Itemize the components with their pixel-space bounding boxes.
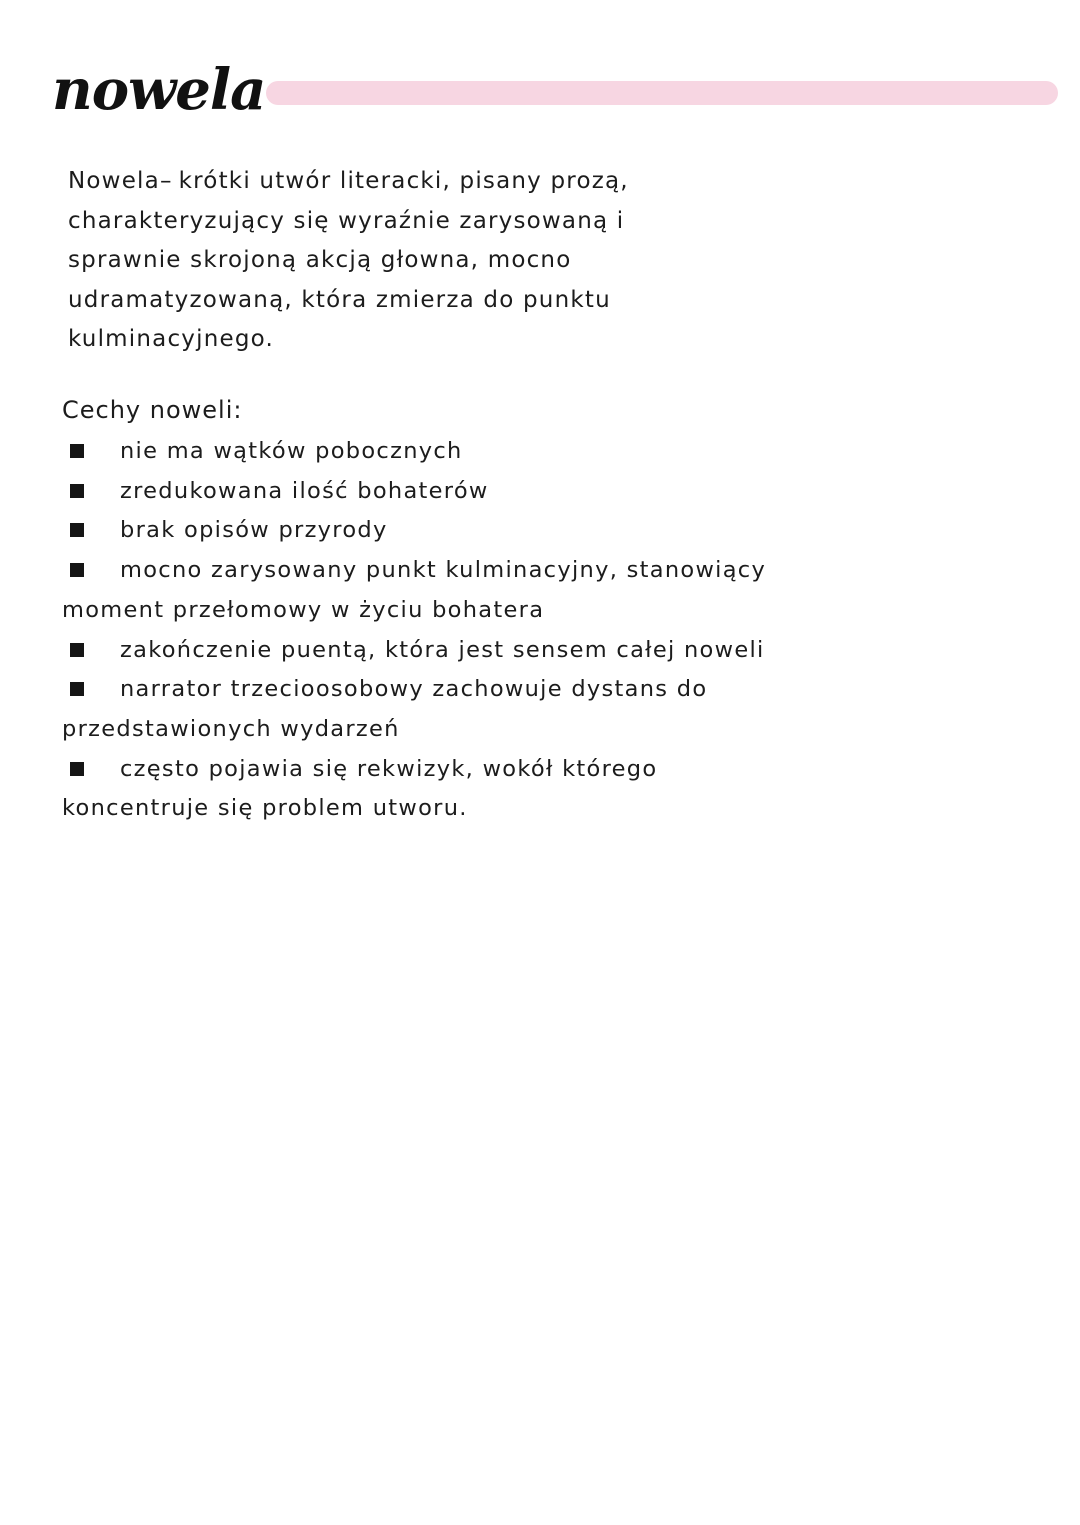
square-bullet-icon (70, 523, 84, 537)
list-item (62, 551, 802, 630)
definition-term: Nowela (68, 168, 160, 194)
list-item-text: zredukowana ilość bohaterów (120, 477, 489, 504)
list-item (62, 670, 802, 749)
list-item (62, 432, 802, 472)
square-bullet-icon (70, 444, 84, 458)
title-row (52, 58, 1062, 128)
square-bullet-icon (70, 682, 84, 696)
definition-line-5: kulminacyjnego. (68, 326, 274, 352)
list-item-text: zakończenie puentą, która jest sensem całej noweli (120, 636, 765, 663)
definition-separator: – (159, 168, 173, 194)
list-item-text: brak opisów przyrody (120, 517, 388, 544)
features-heading: Cechy noweli: (62, 396, 243, 424)
list-item-text: narrator trzecioosobowy zachowuje dystans do przedstawionych wydarzeń (62, 676, 708, 742)
square-bullet-icon (70, 484, 84, 498)
definition-line-1: krótki utwór literacki, pisany prozą, (178, 168, 629, 194)
list-item (62, 631, 802, 671)
features-heading-wrap (62, 392, 242, 428)
square-bullet-icon (70, 762, 84, 776)
list-item (62, 472, 802, 512)
list-item-text: nie ma wątków pobocznych (120, 438, 463, 464)
definition-paragraph (68, 162, 728, 360)
definition-line-4: udramatyzowaną, która zmierza do punktu (68, 286, 611, 313)
list-item (62, 511, 802, 551)
list-item (62, 750, 802, 829)
page-title: nowela (52, 57, 266, 123)
square-bullet-icon (70, 563, 84, 577)
square-bullet-icon (70, 643, 84, 657)
features-list (62, 432, 802, 829)
list-item-text: często pojawia się rekwizyk, wokół którego koncentruje się problem utworu. (62, 755, 658, 822)
title-accent-bar (266, 81, 1058, 105)
definition-line-3: sprawnie skrojoną akcją głowna, mocno (68, 247, 572, 273)
definition-line-2: charakteryzujący się wyraźnie zarysowaną i (68, 207, 625, 234)
list-item-text: mocno zarysowany punkt kulminacyjny, stanowiący moment przełomowy w życiu bohatera (62, 557, 767, 623)
